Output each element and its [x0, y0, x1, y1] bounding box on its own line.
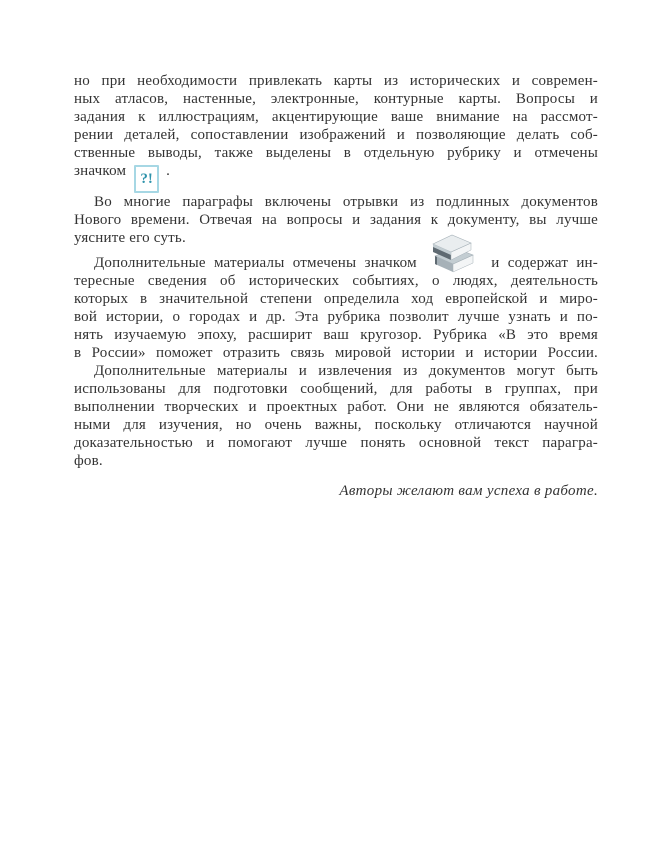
text-line: выполнении творческих и проектных работ. Они не являются обязатель-: [74, 399, 598, 415]
text-line: значком ?! .: [74, 162, 598, 193]
books-stack-icon: [427, 253, 481, 267]
text-line: вой истории, о городах и др. Эта рубрика позволит лучше узнать и по-: [74, 309, 598, 325]
paragraph: [74, 253, 598, 362]
text-line: ными для изучения, но очень важны, поскольку отличаются научной: [74, 417, 598, 433]
text-line: задания к иллюстрациям, акцентирующие ваше внимание на рассмот-: [74, 109, 598, 125]
text-line: Дополнительные материалы отмечены значком и содержат ин-: [74, 253, 598, 272]
text-line: но при необходимости привлекать карты из исторических и современ-: [74, 73, 598, 89]
text-line: Дополнительные материалы и извлечения из документов могут быть: [94, 363, 598, 379]
text-line: в России» поможет отразить связь мировой истории и истории России.: [74, 345, 598, 361]
text-line: которых в значительной степени определила ход европейской и миро-: [74, 291, 598, 307]
paragraph: [74, 72, 598, 193]
paragraph: [74, 193, 598, 247]
authors-wish-line: Авторы желают вам успеха в работе.: [339, 483, 598, 499]
text-line: Во многие параграфы включены отрывки из подлинных документов: [94, 194, 598, 210]
question-exclamation-icon: ?!: [134, 165, 159, 193]
text-line: нять изучаемую эпоху, расширит ваш кругозор. Рубрика «В это время: [74, 327, 598, 343]
text-line: доказательностью и помогают лучше понять основной текст парагра-: [74, 435, 598, 451]
text-line: фов.: [74, 453, 103, 469]
text-line: Нового времени. Отвечая на вопросы и задания к документу, вы лучше: [74, 212, 598, 228]
text-line: ных атласов, настенные, электронные, контурные карты. Вопросы и: [74, 91, 598, 107]
text-line: использованы для подготовки сообщений, для работы в группах, при: [74, 381, 598, 397]
text-line: ственные выводы, также выделены в отдельную рубрику и отмечены: [74, 145, 598, 161]
text-line: уясните его суть.: [74, 230, 186, 246]
text-block: [74, 72, 598, 500]
paragraph: [74, 362, 598, 470]
text-line: тересные сведения об исторических событиях, о людях, деятельность: [74, 273, 598, 289]
text-line: рении деталей, сопоставлении изображений и позволяющие делать соб-: [74, 127, 598, 143]
